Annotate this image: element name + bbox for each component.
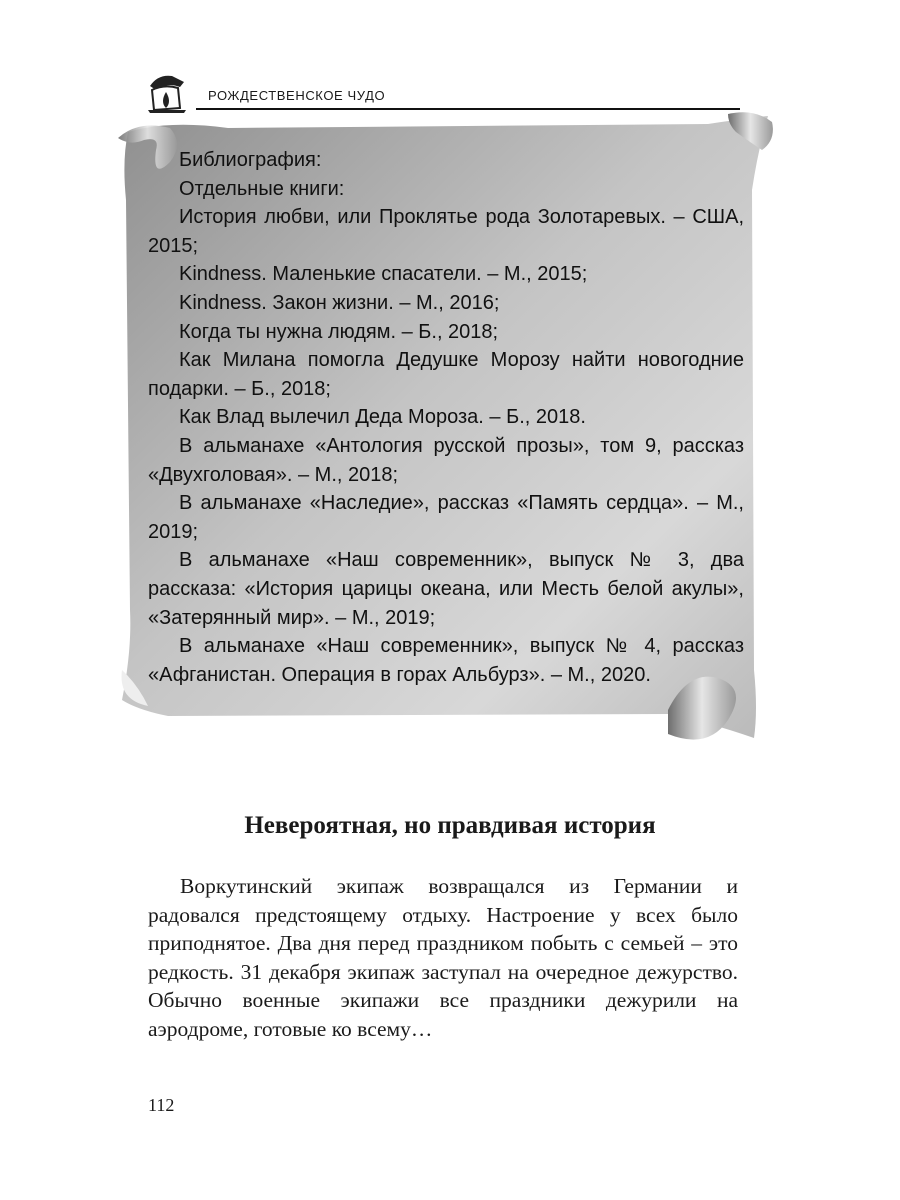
bibliography-line: Kindness. Закон жизни. – М., 2016; [179, 291, 500, 314]
bibliography-line: История любви, или Проклятье рода Золотаревых. – США, 2015; [148, 206, 744, 257]
bibliography-line: Когда ты нужна людям. – Б., 2018; [179, 320, 499, 343]
chapter-title: Невероятная, но правдивая история [244, 812, 656, 839]
bibliography-line: Отдельные книги: [179, 177, 345, 200]
bibliography-line: Библиография: [179, 149, 322, 171]
parchment-scroll [108, 110, 784, 745]
running-title: РОЖДЕСТВЕНСКОЕ ЧУДО [208, 88, 386, 103]
bibliography-line: В альманахе «Наследие», рассказ «Память сердца». – М., 2019; [148, 492, 744, 543]
bibliography-line: Как Влад вылечил Деда Мороза. – Б., 2018. [179, 406, 586, 429]
bibliography-line: В альманахе «Наш современник», выпуск № 4, рассказ «Афганистан. Операция в горах Альбурз». – М., 2020. [148, 635, 744, 686]
bibliography-line: Kindness. Маленькие спасатели. – М., 2015; [179, 263, 588, 286]
bibliography-line: Как Милана помогла Дедушке Морозу найти новогодние подарки. – Б., 2018; [148, 349, 744, 400]
bibliography-line: В альманахе «Антология русской прозы», том 9, рассказ «Двухголовая». – М., 2018; [148, 434, 744, 486]
page-number: 112 [148, 1095, 175, 1115]
candle-lantern-icon [144, 70, 190, 114]
bibliography-text [148, 146, 744, 689]
bibliography-line: В альманахе «Наш современник», выпуск № 3, два рассказа: «История царицы океана, или Месть белой акулы», «Затерянный мир». – М., 2019; [148, 549, 744, 629]
chapter-paragraph: Воркутинский экипаж возвращался из Германии и радовался предстоящему отдыху. Настроение у всех было приподнятое. Два дня перед праздником побыть с семьей – это редкость. 31 декабря экипаж заступал на очередное дежурство. Обычно военные экипажи все праздники дежурили на аэродроме, готовые ко всему… [148, 874, 738, 1041]
page-header [140, 70, 740, 114]
